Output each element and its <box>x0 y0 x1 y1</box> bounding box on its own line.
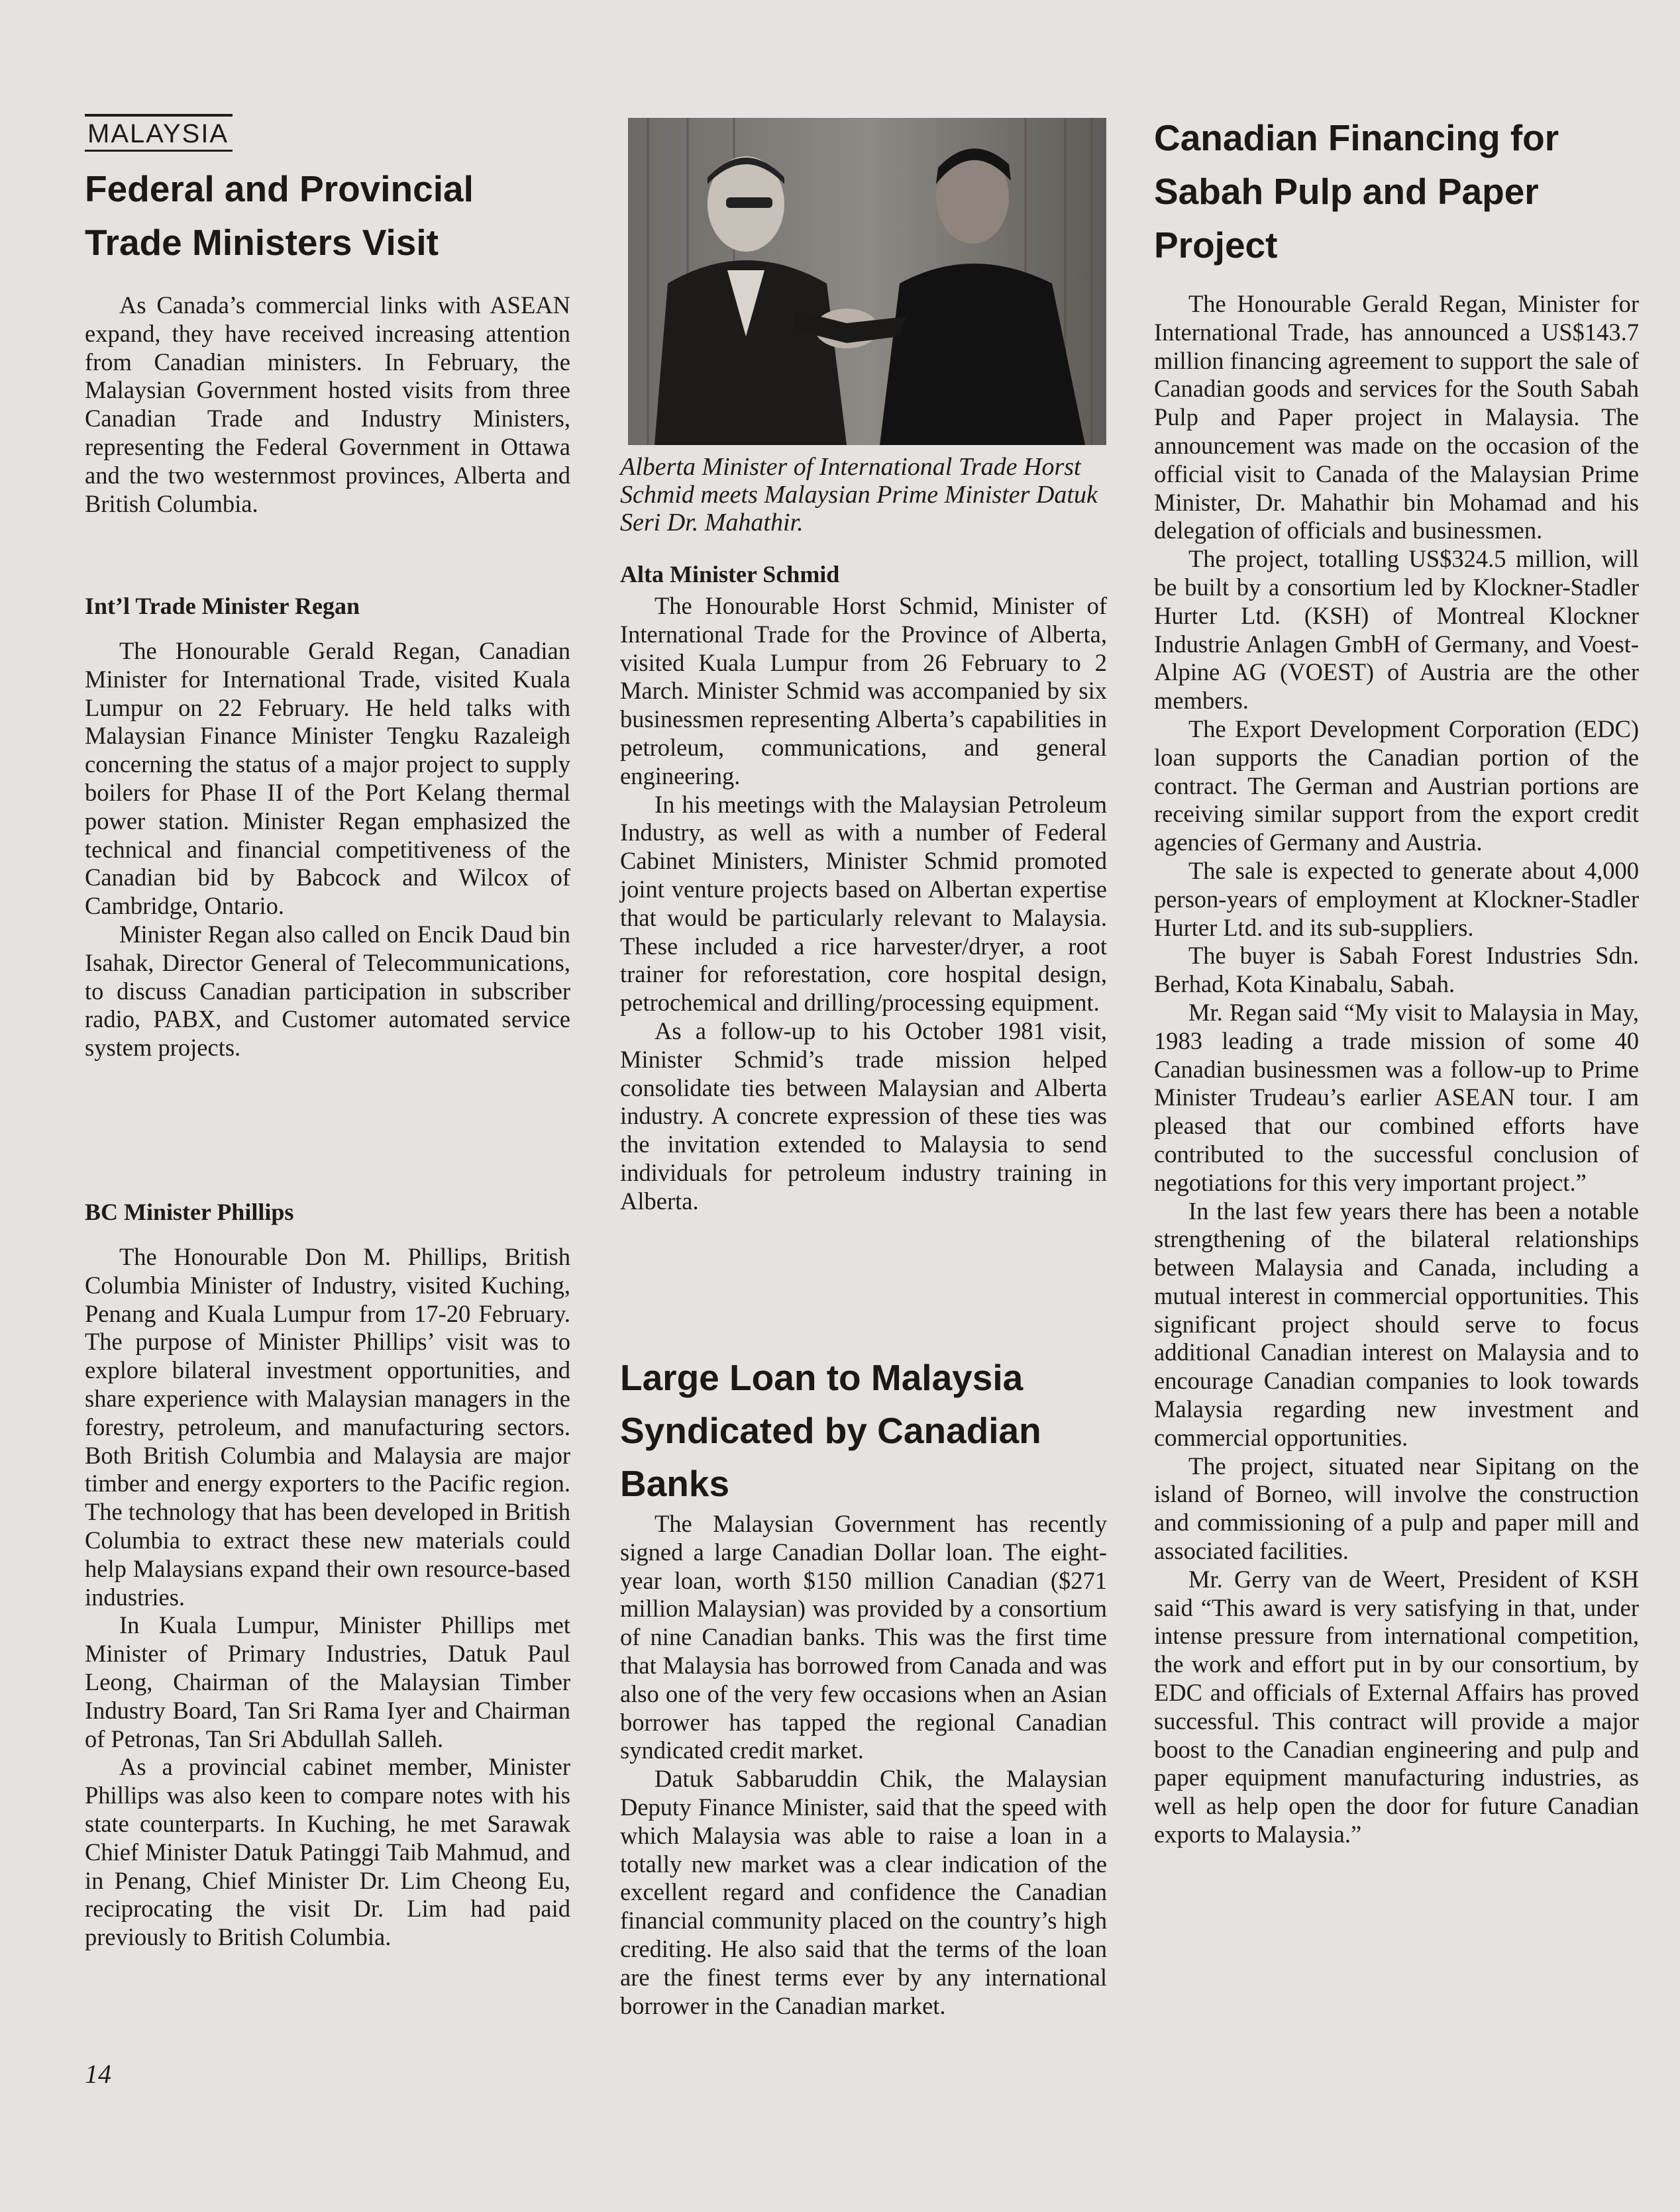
article3-paragraph-1: The Honourable Gerald Regan, Minister for International Trade, has announced a US$143.7 million financing agreement to support the sale of Canadian goods and services for the South Sabah Pulp and Paper project in Malaysia. The announcement was made on the occasion of the official visit to Canada of the Malaysian Prime Minister, Dr. Mahathir bin Mohamad and his delegation of officials and businessmen. <box>1154 290 1639 544</box>
phillips-paragraph-3: As a provincial cabinet member, Minister Phillips was also keen to compare notes with his state counterparts. In Kuching, he met Sarawak Chief Minister Datuk Patinggi Taib Mahmud, and in Penang, Chief Minister Dr. Lim Cheong Eu, reciprocating the visit Dr. Lim had paid previously to British Columbia. <box>85 1753 570 1951</box>
page-number: 14 <box>85 2059 111 2089</box>
article3-paragraph-9: Mr. Gerry van de Weert, President of KSH said “This award is very satisfying in that, under intense pressure from international competition, the work and effort put in by our consortium, by EDC and officials of External Affairs has proved successful. This contract will provide a major boost to the Canadian engineering and pulp and paper equipment manufacturing industries, as well as help open the door for future Canadian exports to Malaysia.” <box>1154 1565 1639 1848</box>
phillips-paragraph-1: The Honourable Don M. Phillips, British Columbia Minister of Industry, visited Kuching, Penang and Kuala Lumpur from 17-20 February. The purpose of Minister Phillips’ visit was to explore bilateral investment opportunities, and share experience with Malaysian managers in the forestry, petroleum, and manufacturing sectors. Both British Columbia and Malaysia are major timber and energy exporters to the Pacific region. The technology that has been developed in British Columbia to extract these new materials could help Malaysians expand their own resource-based industries. <box>85 1243 570 1611</box>
section-tag: MALAYSIA <box>85 114 233 152</box>
article3-headline: Canadian Financing for Sabah Pulp and Paper Project <box>1154 117 1559 266</box>
article2-body <box>620 1510 1107 2020</box>
article2-paragraph-1: The Malaysian Government has recently signed a large Canadian Dollar loan. The eight-year loan, worth $150 million Canadian ($271 million Malaysian) was provided by a consortium of nine Canadian banks. This was the first time that Malaysia has borrowed from Canada and was also one of the very few occasions when an Asian borrower has tapped the regional Canadian syndicated credit market. <box>620 1510 1107 1764</box>
regan-paragraph-1: The Honourable Gerald Regan, Canadian Minister for International Trade, visited Kuala Lumpur on 22 February. He held talks with Malaysian Finance Minister Tengku Razaleigh concerning the status of a major project to supply boilers for Phase II of the Port Kelang thermal power station. Minister Regan emphasized the technical and financial competitiveness of the Canadian bid by Babcock and Wilcox of Cambridge, Ontario. <box>85 637 570 920</box>
regan-body <box>85 637 570 1062</box>
article3-paragraph-5: The buyer is Sabah Forest Industries Sdn. Berhad, Kota Kinabalu, Sabah. <box>1154 942 1639 998</box>
article1-intro <box>85 291 570 518</box>
article3-paragraph-8: The project, situated near Sipitang on the island of Borneo, will involve the construction and commissioning of a pulp and paper mill and associated facilities. <box>1154 1452 1639 1565</box>
article3-paragraph-4: The sale is expected to generate about 4,000 person-years of employment at Klockner-Stadler Hurter Ltd. and its sub-suppliers. <box>1154 856 1639 941</box>
article3-paragraph-2: The project, totalling US$324.5 million, will be built by a consortium led by Klockner-Stadler Hurter Ltd. (KSH) of Montreal Klockner Industrie Anlagen GmbH of Germany, and Voest-Alpine AG (VOEST) of Austria are the other members. <box>1154 545 1639 715</box>
article3-paragraph-3: The Export Development Corporation (EDC) loan supports the Canadian portion of the contract. The German and Austrian portions are receiving similar support from the export credit agencies of Germany and Austria. <box>1154 715 1639 856</box>
article3-paragraph-6: Mr. Regan said “My visit to Malaysia in May, 1983 leading a trade mission of some 40 Canadian businessmen was a follow-up to Prime Minister Trudeau’s earlier ASEAN tour. I am pleased that our combined efforts have contributed to the successful conclusion of negotiations for this very important project.” <box>1154 998 1639 1196</box>
regan-subheading: Int’l Trade Minister Regan <box>85 593 360 619</box>
schmid-paragraph-1: The Honourable Horst Schmid, Minister of International Trade for the Province of Alberta, visited Kuala Lumpur from 26 February to 2 March. Minister Schmid was accompanied by six businessmen representing Alberta’s capabilities in petroleum, communications, and general engineering. <box>620 592 1107 789</box>
article2-headline: Large Loan to Malaysia Syndicated by Canadian Banks <box>620 1357 1041 1504</box>
phillips-subheading: BC Minister Phillips <box>85 1199 294 1225</box>
schmid-paragraph-2: In his meetings with the Malaysian Petroleum Industry, as well as with a number of Federal Cabinet Ministers, Minister Schmid promoted joint venture projects based on Albertan expertise that would be particularly relevant to Malaysia. These included a rice harvester/dryer, a root trainer for reforestation, core hospital design, petrochemical and drilling/processing equipment. <box>620 790 1107 1017</box>
article3-body <box>1154 290 1639 1849</box>
handshake-photo-illustration <box>628 118 1106 445</box>
article1-intro-text: As Canada’s commercial links with ASEAN expand, they have received increasing attention from Canadian ministers. In February, the Malaysian Government hosted visits from three Canadian Trade and Industry Ministers, representing the Federal Government in Ottawa and the two westernmost provinces, Alberta and British Columbia. <box>85 291 570 517</box>
schmid-body <box>620 592 1107 1216</box>
schmid-paragraph-3: As a follow-up to his October 1981 visit, Minister Schmid’s trade mission helped consolidate ties between Malaysian and Alberta industry. A concrete expression of these ties was the invitation extended to Malaysia to send individuals for petroleum industry training in Alberta. <box>620 1017 1107 1215</box>
article2-paragraph-2: Datuk Sabbaruddin Chik, the Malaysian Deputy Finance Minister, said that the speed with which Malaysia was able to raise a loan in a totally new market was a clear indication of the excellent regard and confidence the Canadian financial community placed on the country’s high crediting. He also said that the terms of the loan are the finest terms ever by any international borrower in the Canadian market. <box>620 1765 1107 2019</box>
phillips-paragraph-2: In Kuala Lumpur, Minister Phillips met Minister of Primary Industries, Datuk Paul Leong, Chairman of the Malaysian Timber Industry Board, Tan Sri Rama Iyer and Chairman of Petronas, Tan Sri Abdullah Salleh. <box>85 1611 570 1752</box>
regan-paragraph-2: Minister Regan also called on Encik Daud bin Isahak, Director General of Telecommunications, to discuss Canadian participation in subscriber radio, PABX, and Customer automated service system projects. <box>85 920 570 1062</box>
schmid-subheading: Alta Minister Schmid <box>620 561 840 587</box>
photo-caption: Alberta Minister of International Trade Horst Schmid meets Malaysian Prime Minister Datuk Seri Dr. Mahathir. <box>620 453 1098 536</box>
article3-paragraph-7: In the last few years there has been a notable strengthening of the bilateral relationships between Malaysia and Canada, including a mutual interest in commercial opportunities. This significant project should serve to focus additional Canadian interest on Malaysia and to encourage Canadian companies to look towards Malaysia regarding new investment and commercial opportunities. <box>1154 1197 1639 1451</box>
phillips-body <box>85 1243 570 1952</box>
ministers-photo <box>628 118 1106 445</box>
article1-headline: Federal and Provincial Trade Ministers Visit <box>85 168 474 263</box>
